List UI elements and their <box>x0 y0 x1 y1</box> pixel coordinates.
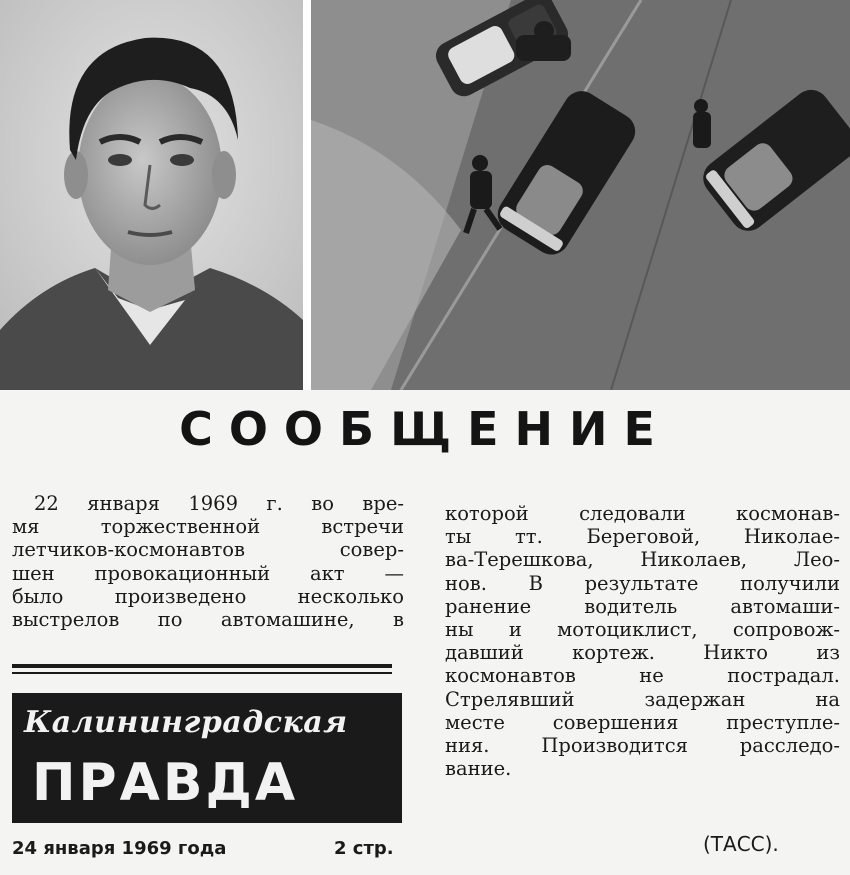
portrait-image <box>0 0 303 390</box>
article-line: было произведено несколько <box>12 584 404 608</box>
article-line: месте совершения преступле- <box>445 710 840 734</box>
divider-rule <box>12 672 392 674</box>
motorcade-image <box>311 0 850 390</box>
article-line: ты тт. Береговой, Николае- <box>445 525 840 549</box>
article-column-left <box>12 492 404 631</box>
article-line: давший кортеж. Никто из <box>445 641 840 665</box>
article-line: ны и мотоциклист, сопровож- <box>445 618 840 642</box>
article-line: вание. <box>445 757 512 781</box>
article-line: ва-Терешкова, Николаев, Лео- <box>445 548 840 572</box>
portrait-photo <box>0 0 303 390</box>
article-headline: СООБЩЕНИЕ <box>179 402 671 456</box>
masthead-subtitle: Калининградская <box>24 705 348 740</box>
newspaper-masthead <box>12 693 402 823</box>
article-line: космонавтов не пострадал. <box>445 664 840 688</box>
motorcade-photo <box>311 0 850 390</box>
article-line: летчиков-космонавтов совер- <box>12 538 404 562</box>
divider-rule <box>12 664 392 668</box>
issue-date: 24 января 1969 года <box>12 838 227 859</box>
article-line: шен провокационный акт — <box>12 561 404 585</box>
article-line: ния. Производится расследо- <box>445 734 840 758</box>
article-line: которой следовали космонав- <box>445 502 840 525</box>
article-line: ранение водитель автомаши- <box>445 594 840 618</box>
article-column-right <box>445 502 840 780</box>
article-line: 22 января 1969 г. во вре- <box>34 492 404 515</box>
article-line: мя торжественной встречи <box>12 515 404 539</box>
news-source: (ТАСС). <box>703 832 779 856</box>
article-line: нов. В результате получили <box>445 571 840 595</box>
article-line: Стрелявший задержан на <box>445 687 840 711</box>
article-line: выстрелов по автомашине, в <box>12 608 404 632</box>
page-number: 2 стр. <box>334 838 394 859</box>
masthead-title: ПРАВДА <box>32 753 299 813</box>
